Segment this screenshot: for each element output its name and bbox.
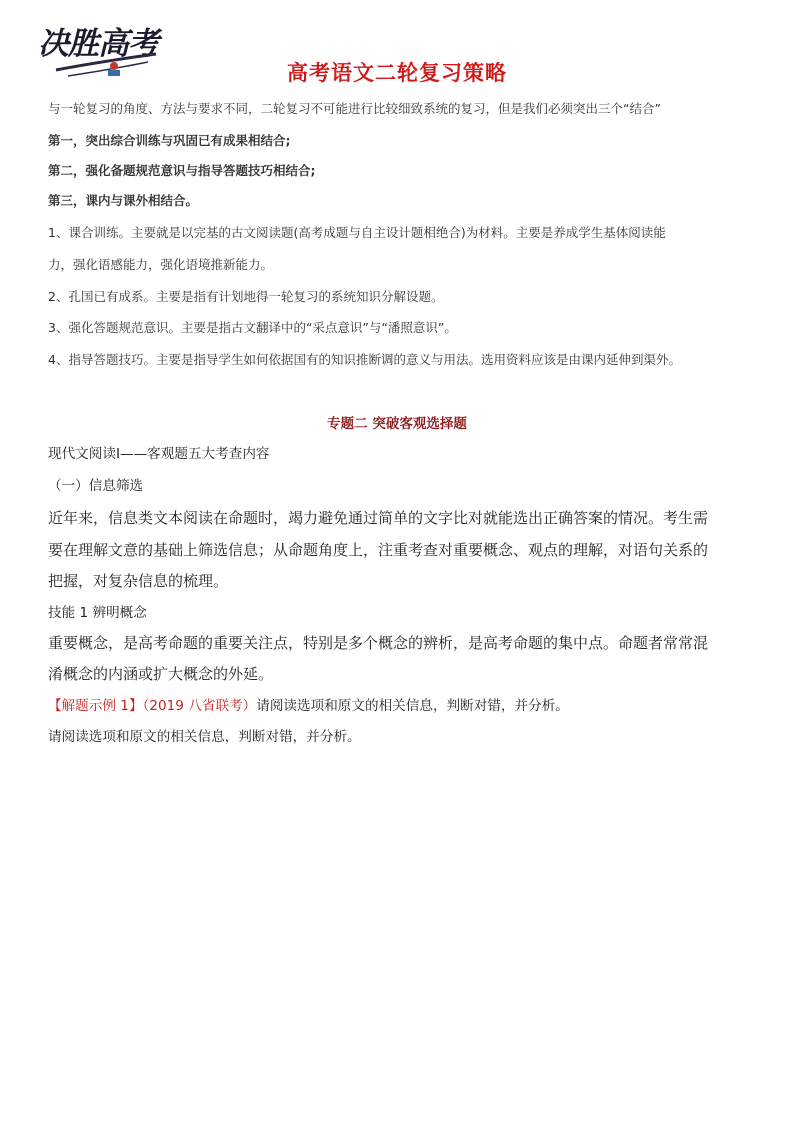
para-2-line-2: 淆概念的内涵或扩大概念的外延。: [48, 665, 274, 683]
intro-paragraph: 与一轮复习的角度、方法与要求不同，二轮复习不可能进行比较细致系统的复习，但是我们必须突出三个“结合”: [48, 101, 661, 116]
para-1-line-3: 把握，对复杂信息的梳理。: [48, 572, 229, 590]
point-3: 第三，课内与课外相结合。: [48, 193, 199, 208]
heading-info-filter: （一）信息筛选: [48, 478, 144, 494]
logo-text: 决胜高考: [38, 26, 158, 62]
skill-1-heading: 技能 1 辨明概念: [48, 605, 147, 621]
example-label: 【解题示例 1】: [48, 698, 143, 714]
item-3: 3、强化答题规范意识。主要是指古文翻译中的“采点意识”与“潘照意识”。: [48, 320, 457, 335]
para-1-line-1: 近年来，信息类文本阅读在命题时，竭力避免通过简单的文字比对就能选出正确答案的情况。考生需: [48, 509, 709, 527]
item-4: 4、指导答题技巧。主要是指导学生如何依据国有的知识推断调的意义与用法。选用资料应该是由课内延伸到渠外。: [48, 352, 681, 367]
example-source: （2019 八省联考）: [142, 698, 257, 714]
page-title: 高考语文二轮复习策略: [287, 61, 507, 85]
item-1-line-2: 力，强化语感能力，强化语境推新能力。: [48, 257, 274, 272]
point-1: 第一，突出综合训练与巩固已有成果相结合;: [48, 133, 291, 148]
item-2: 2、孔国已有成系。主要是指有计划地得一轮复习的系统知识分解设题。: [48, 289, 444, 304]
para-1-line-2: 要在理解文意的基础上筛选信息；从命题角度上，注重考查对重要概念、观点的理解，对语句关系的: [48, 541, 709, 559]
para-2-line-1: 重要概念，是高考命题的重要关注点，特别是多个概念的辨析，是高考命题的集中点。命题者常常混: [48, 634, 709, 652]
section-title: 专题二 突破客观选择题: [327, 416, 467, 432]
last-line: 请阅读选项和原文的相关信息，判断对错，并分析。: [48, 729, 361, 745]
item-1-line-1: 1、课合训练。主要就是以完基的古文阅读题(高考成题与自主设计题相绝合)为材料。主要是养成学生基体阅读能: [48, 225, 666, 240]
example-text: 请阅读选项和原文的相关信息，判断对错，并分析。: [256, 698, 569, 714]
example-line: [48, 694, 569, 714]
subtitle: 现代文阅读Ⅰ——客观题五大考查内容: [48, 446, 270, 462]
point-2: 第二，强化备题规范意识与指导答题技巧相结合;: [48, 163, 316, 178]
